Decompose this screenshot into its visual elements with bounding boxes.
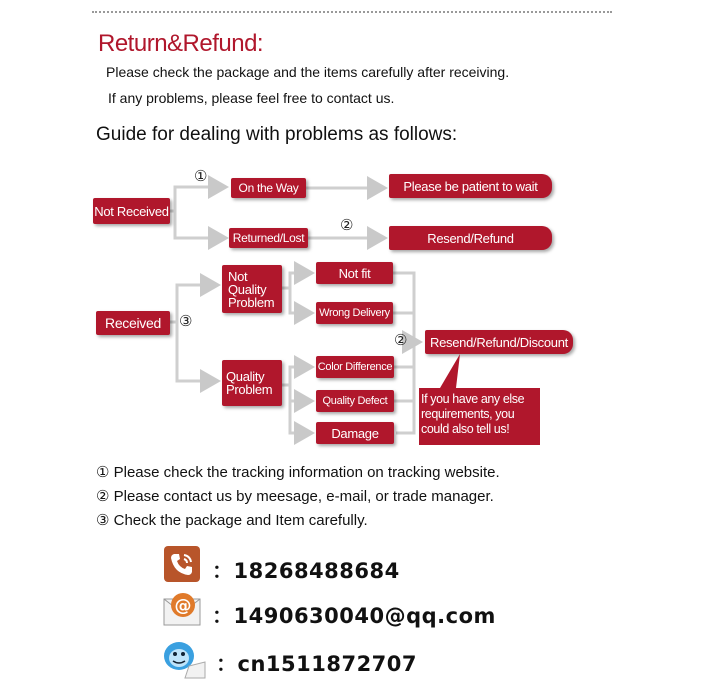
- note-3: ③ Check the package and Item carefully.: [96, 512, 368, 529]
- marker-2-top: ②: [340, 217, 354, 234]
- marker-3: ③: [179, 313, 193, 330]
- not-fit-box: Not fit: [316, 262, 393, 284]
- not-received-box: Not Received: [93, 198, 170, 224]
- email-at-icon: [161, 589, 205, 629]
- resend-refund-box: Resend/Refund: [389, 226, 552, 250]
- color-difference-box: Color Difference: [316, 356, 394, 378]
- phone-icon: [164, 546, 200, 582]
- marker-1: ①: [194, 168, 208, 185]
- note-2: ② Please contact us by meesage, e-mail, or trade manager.: [96, 488, 494, 505]
- not-quality-problem-box: Not Quality Problem: [222, 265, 282, 313]
- marker-2-bottom: ②: [394, 332, 408, 349]
- callout-text: If you have any else requirements, you could also tell us!: [421, 392, 525, 436]
- phone-number: ：18268488684: [212, 559, 400, 583]
- returned-lost-box: Returned/Lost: [229, 228, 308, 248]
- quality-defect-box: Quality Defect: [316, 390, 394, 412]
- quality-problem-box: Quality Problem: [222, 360, 282, 406]
- intro-line-1: Please check the package and the items carefully after receiving.: [106, 64, 510, 80]
- intro-line-2: If any problems, please feel free to contact us.: [108, 90, 395, 106]
- be-patient-box: Please be patient to wait: [389, 174, 552, 198]
- page-title: Return&Refund:: [98, 30, 264, 57]
- note-1: ① Please check the tracking information on tracking website.: [96, 464, 500, 481]
- guide-heading: Guide for dealing with problems as follows:: [96, 124, 458, 145]
- on-the-way-box: On the Way: [231, 178, 306, 198]
- chat-bird-icon: [161, 636, 207, 680]
- resend-refund-discount-box: Resend/Refund/Discount: [425, 330, 573, 354]
- damage-box: Damage: [316, 422, 394, 444]
- chat-id: ：cn1511872707: [216, 652, 418, 676]
- email-address: ：1490630040@qq.com: [212, 604, 496, 628]
- wrong-delivery-box: Wrong Delivery: [316, 302, 393, 324]
- received-box: Received: [96, 311, 170, 335]
- svg-text:@: @: [174, 596, 192, 616]
